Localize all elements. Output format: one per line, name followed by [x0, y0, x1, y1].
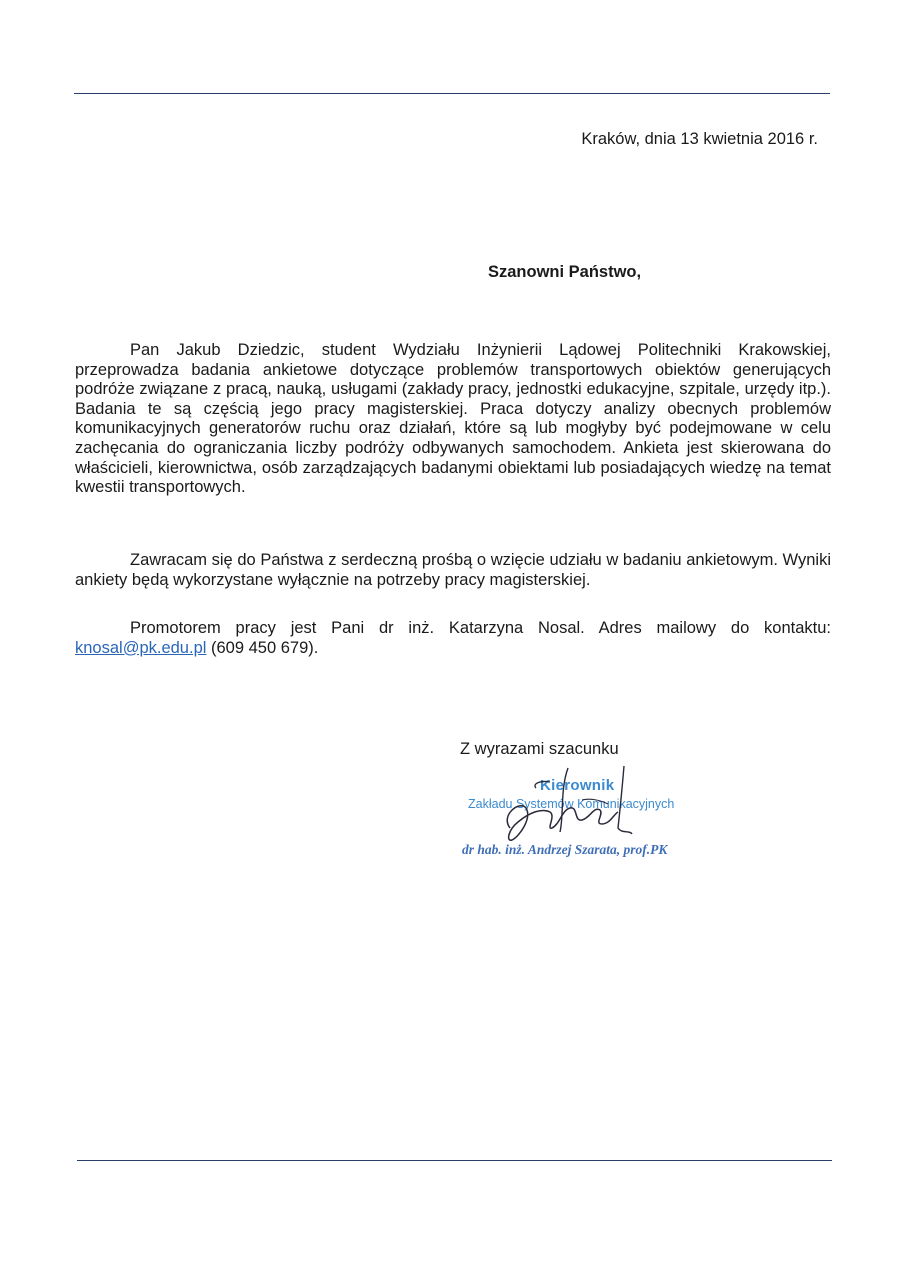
- date-line: Kraków, dnia 13 kwietnia 2016 r.: [581, 130, 818, 148]
- phone-number: (609 450 679).: [206, 638, 319, 657]
- paragraph-1: Pan Jakub Dziedzic, student Wydziału Inżynierii Lądowej Politechniki Krakowskiej, przeprowadza badania ankietowe dotyczące problemów transportowych obiektów generujących podróże związane z pracą, nauką, usługami (zakłady pracy, jednostki edukacyjne, szpitale, urzędy itp.). Badania te są częścią jego pracy magisterskiej. Praca dotyczy analizy obecnych problemów komunikacyjnych generatorów ruchu oraz działań, które są lub mogłyby być podejmowane w celu zachęcania do ograniczania liczby podróży odbywanych samochodem. Ankieta jest skierowana do właścicieli, kierownictwa, osób zarządzających badanymi obiektami lub posiadających wiedzę na temat kwestii transportowych.: [75, 341, 831, 497]
- email-link[interactable]: knosal@pk.edu.pl: [75, 638, 207, 657]
- stamp-name: dr hab. inż. Andrzej Szarata, prof.PK: [462, 842, 668, 857]
- footer-rule: [77, 1160, 832, 1161]
- stamp-title: Kierownik: [540, 777, 615, 794]
- paragraph-2: Zawracam się do Państwa z serdeczną prośbą o wzięcie udziału w badaniu ankietowym. Wyniki ankiety będą wykorzystane wyłącznie na potrzeby pracy magisterskiej.: [75, 551, 831, 589]
- paragraph-3: [75, 619, 831, 658]
- header-rule: [74, 93, 830, 94]
- handwritten-signature-icon: [490, 760, 650, 850]
- contact-text: Promotorem pracy jest Pani dr inż. Katarzyna Nosal. Adres mailowy do kontaktu:: [130, 619, 831, 637]
- stamp-unit: Zakładu Systemów Komunikacyjnych: [468, 797, 675, 811]
- closing-phrase: Z wyrazami szacunku: [460, 740, 619, 758]
- salutation: Szanowni Państwo,: [488, 263, 642, 281]
